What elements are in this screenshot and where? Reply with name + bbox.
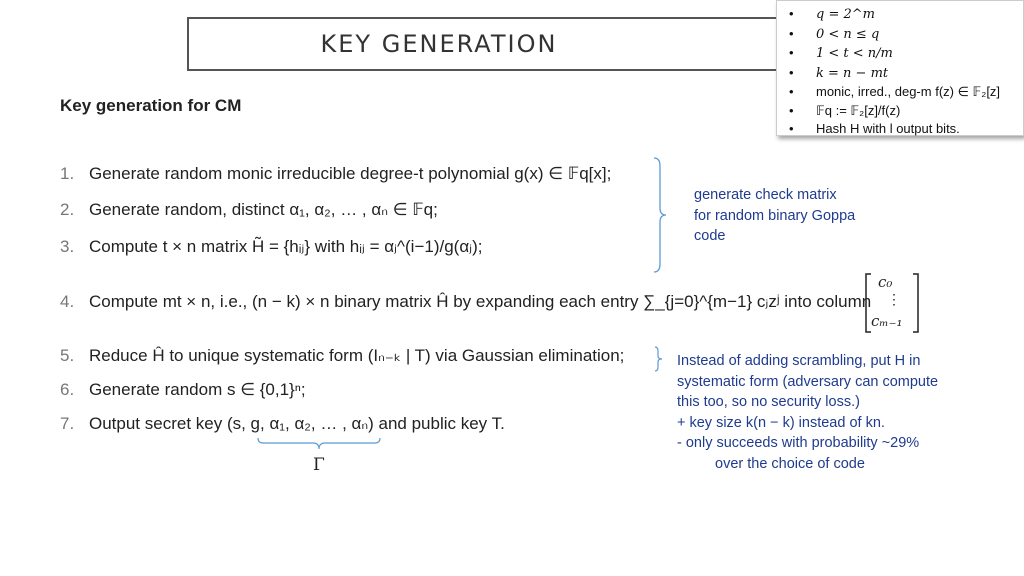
gamma-label: Γ <box>313 455 325 475</box>
step-4 <box>60 292 871 312</box>
vector-entry-first: c₀ <box>878 273 893 291</box>
step-number: 4. <box>60 292 75 311</box>
page-title: KEY GENERATION <box>320 30 558 58</box>
step-number: 7. <box>60 414 75 433</box>
note-line: systematic form (adversary can compute <box>677 373 939 390</box>
parameters-box <box>776 0 1024 136</box>
step-text: Reduce Ĥ to unique systematic form (Iₙ₋ₖ | T) via Gaussian elimination; <box>89 346 625 365</box>
param-k: • k = n − mt <box>783 64 1023 84</box>
note-line: this too, so no security loss.) <box>677 394 860 410</box>
step-7 <box>60 414 505 434</box>
step-number: 2. <box>60 200 75 219</box>
column-vector <box>864 272 920 334</box>
vector-entry-ellipsis: ⋮ <box>887 291 901 307</box>
param-q: • q = 2^m <box>783 5 1023 25</box>
step-5 <box>60 346 624 366</box>
step-text: Generate random, distinct α₁, α₂, … , αₙ ∈ 𝔽q; <box>89 200 438 219</box>
step-6 <box>60 380 306 400</box>
step-2 <box>60 200 438 220</box>
param-t: • 1 < t < n/m <box>783 44 1023 64</box>
section-heading: Key generation for CM <box>60 96 242 115</box>
step-number: 5. <box>60 346 75 365</box>
note-systematic <box>677 351 938 474</box>
step-number: 6. <box>60 380 75 399</box>
step-text: Output secret key (s, g, α₁, α₂, … , αₙ) and public key T. <box>89 414 505 433</box>
step-3 <box>60 237 483 257</box>
title-box <box>187 17 831 71</box>
underbrace-gamma <box>257 437 381 451</box>
step-number: 1. <box>60 164 75 183</box>
note-line: + key size k(n − k) instead of kn. <box>677 414 885 431</box>
vector-entry-last: cₘ₋₁ <box>871 312 903 330</box>
step-text: Generate random s ∈ {0,1}ⁿ; <box>89 380 306 399</box>
brace-step-5 <box>653 346 665 372</box>
step-1 <box>60 164 611 184</box>
note-line: generate check matrix <box>694 187 837 203</box>
note-line: for random binary Goppa <box>694 207 856 224</box>
brace-steps-1-3 <box>652 156 672 274</box>
note-line: over the choice of code <box>715 455 865 472</box>
param-field: • 𝔽q := 𝔽₂[z]/f(z) <box>783 102 1023 121</box>
param-n: • 0 < n ≤ q <box>783 25 1023 45</box>
note-line: - only succeeds with probability ~29% <box>677 435 920 451</box>
param-f: • monic, irred., deg-m f(z) ∈ 𝔽₂[z] <box>783 83 1023 102</box>
note-goppa <box>694 185 855 247</box>
step-number: 3. <box>60 237 75 256</box>
note-line: Instead of adding scrambling, put H in <box>677 353 921 369</box>
step-text: Compute t × n matrix H̃ = {hᵢⱼ} with hᵢⱼ = αⱼ^(i−1)/g(αⱼ); <box>89 237 483 256</box>
step-text: Compute mt × n, i.e., (n − k) × n binary matrix Ĥ by expanding each entry ∑_{j=0}^{m−1} cⱼzʲ into column <box>89 292 872 311</box>
note-line: code <box>694 228 726 244</box>
param-hash: • Hash H with l output bits. <box>783 120 1023 139</box>
step-text: Generate random monic irreducible degree-t polynomial g(x) ∈ 𝔽q[x]; <box>89 164 612 183</box>
